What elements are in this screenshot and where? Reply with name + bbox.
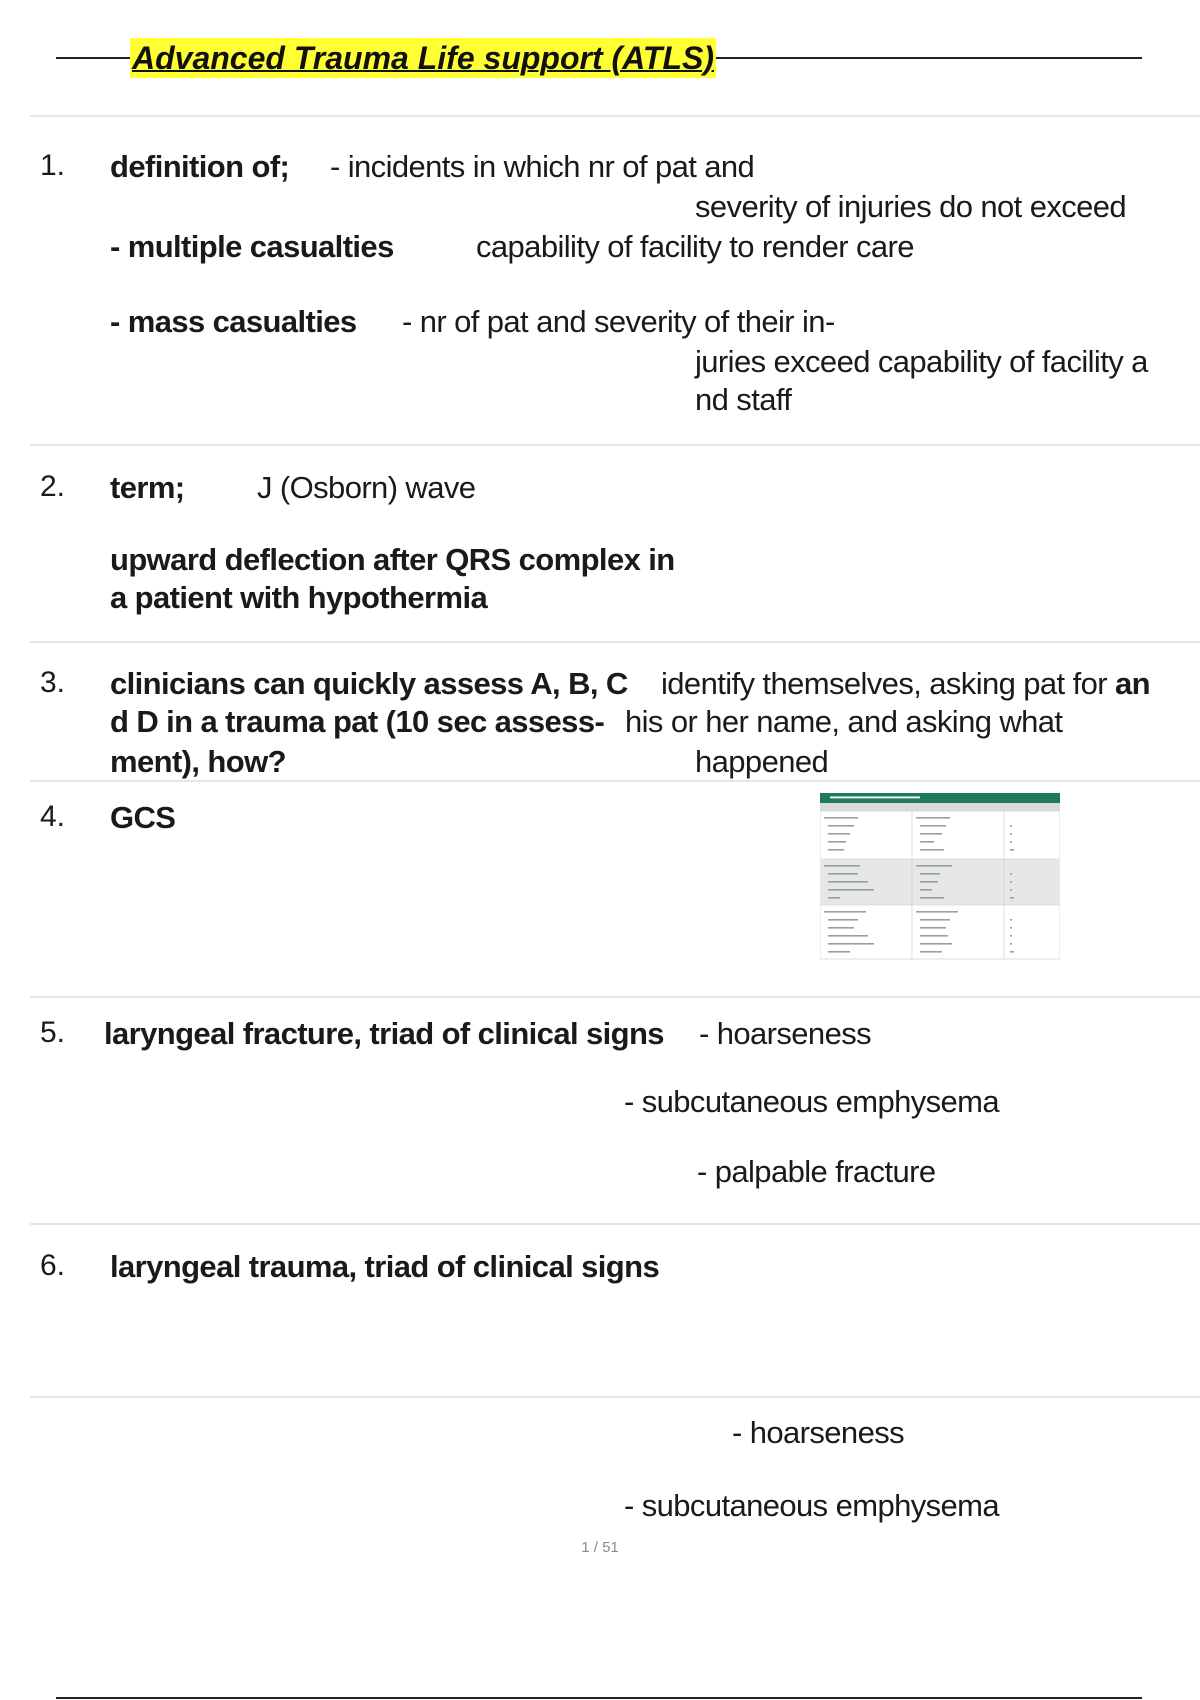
card-term-lead: definition of; xyxy=(110,149,290,184)
document-title: Advanced Trauma Life support (ATLS) xyxy=(132,40,714,76)
card-question-line: d D in a trauma pat (10 sec assess- xyxy=(110,704,605,739)
gcs-table-image xyxy=(820,793,1060,961)
card-sign: - subcutaneous emphysema xyxy=(624,1488,1000,1523)
card-question-line: clinicians can quickly assess A, B, C xyxy=(110,666,628,701)
card-definition-line: nd staff xyxy=(695,382,792,417)
title-rule-right xyxy=(706,57,1142,59)
card-definition-line: juries exceed capability of facility a xyxy=(695,344,1148,379)
card-sign: - subcutaneous emphysema xyxy=(624,1084,1000,1119)
divider xyxy=(30,641,1200,643)
card-sign: - palpable fracture xyxy=(697,1154,936,1189)
card-term: laryngeal trauma, triad of clinical signs xyxy=(110,1249,660,1284)
card-term-lead: term; xyxy=(110,470,185,505)
card-question-line: ment), how? xyxy=(110,744,286,779)
title-rule-left xyxy=(56,57,130,59)
card-number: 5. xyxy=(40,1016,66,1049)
card-term: GCS xyxy=(110,800,176,835)
card-answer-bold: an xyxy=(1114,666,1150,701)
card-answer-line: happened xyxy=(695,744,829,779)
card-answer-line: his or her name, and asking what xyxy=(625,704,1063,739)
card-number: 1. xyxy=(40,149,66,182)
card-definition-line: - nr of pat and severity of their in- xyxy=(402,304,835,339)
card-definition-line: capability of facility to render care xyxy=(476,229,914,264)
card-number: 2. xyxy=(40,470,66,503)
card-sign: - hoarseness xyxy=(699,1016,872,1051)
card-term: - mass casualties xyxy=(110,304,357,339)
card-answer-text: identify themselves, asking pat for xyxy=(661,666,1107,701)
card-number: 6. xyxy=(40,1249,66,1282)
card-definition-line: severity of injuries do not exceed xyxy=(695,189,1127,224)
divider xyxy=(30,1223,1200,1225)
card-number: 3. xyxy=(40,666,66,699)
divider xyxy=(30,115,1200,117)
card-term: laryngeal fracture, triad of clinical signs xyxy=(104,1016,664,1051)
divider xyxy=(30,780,1200,782)
card-answer: J (Osborn) wave xyxy=(257,470,476,505)
divider xyxy=(30,996,1200,998)
card-number: 4. xyxy=(40,800,66,833)
page-number: 1 / 51 xyxy=(581,1539,619,1556)
card-definition-line: a patient with hypothermia xyxy=(110,580,488,615)
card-term: - multiple casualties xyxy=(110,229,394,264)
footer-rule xyxy=(56,1697,1142,1699)
card-answer-line xyxy=(661,666,1150,702)
card-definition-line: - incidents in which nr of pat and xyxy=(330,149,755,184)
card-definition-line: upward deflection after QRS complex in xyxy=(110,542,675,577)
divider xyxy=(30,1396,1200,1398)
card-sign: - hoarseness xyxy=(732,1415,905,1450)
divider xyxy=(30,444,1200,446)
